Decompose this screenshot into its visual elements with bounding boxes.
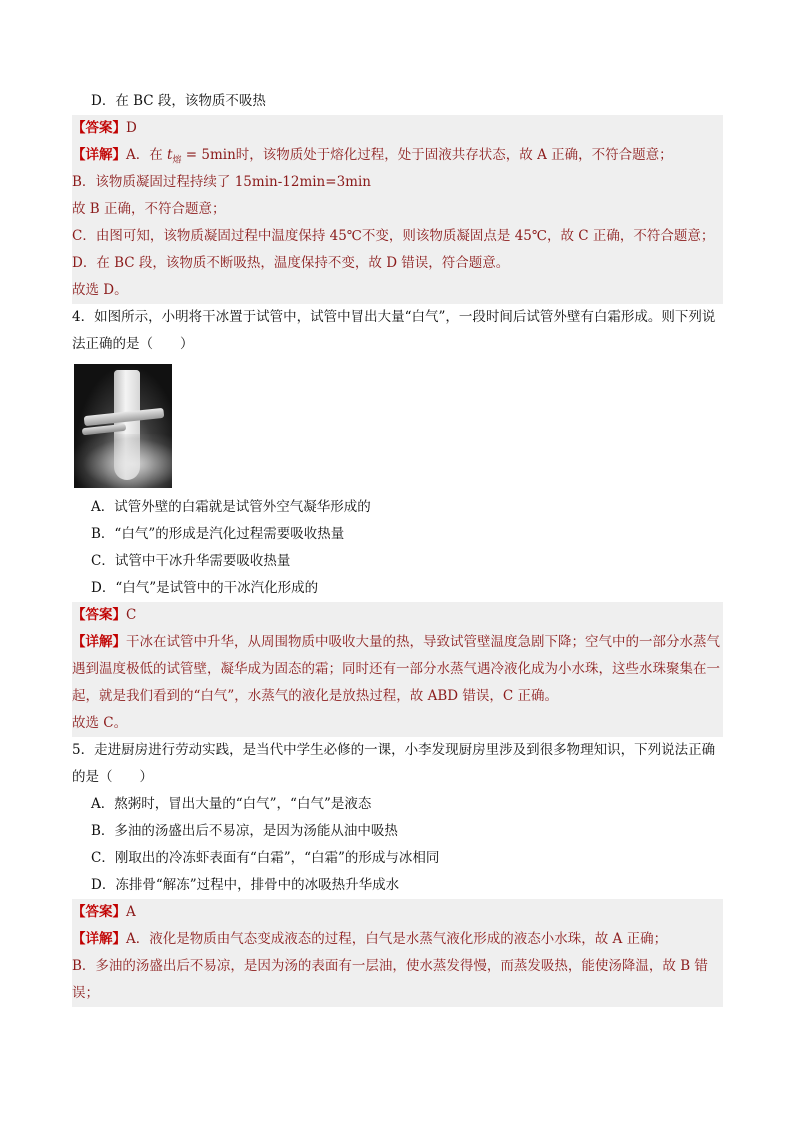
- q4-answer: [72, 602, 723, 629]
- q5-option-b: B．多油的汤盛出后不易凉，是因为汤能从油中吸热: [91, 823, 398, 839]
- q4-option-c: C．试管中干冰升华需要吸收热量: [91, 553, 291, 569]
- q3-explanation-1: 【详解】A．在 $t_熔 = 5\min$时，该物质处于熔化过程，处于固液共存状态，故 A 正确，不符合题意；: [72, 142, 723, 169]
- time-variable: t: [167, 147, 173, 163]
- q5-explanation-2: B．多油的汤盛出后不易凉，是因为汤的表面有一层油，使水蒸发得慢，而蒸发吸热，能使汤降温，故 B 错误；: [72, 953, 723, 1007]
- q5-option-a: A．熬粥时，冒出大量的“白气”，“白气”是液态: [91, 796, 372, 812]
- answer-value: D: [126, 120, 137, 136]
- q3-answer: [72, 115, 723, 142]
- explanation-tag: 【详解】: [72, 634, 126, 650]
- q5-explanation-1: 【详解】A．液化是物质由气态变成液态的过程，白气是水蒸气液化形成的液态小水珠，故 A 正确；: [72, 926, 723, 953]
- answer-tag: 【答案】: [72, 607, 126, 623]
- q3-option-d: D．在 BC 段，该物质不吸热: [91, 93, 266, 109]
- q4-explanation-1: 【详解】干冰在试管中升华，从周围物质中吸收大量的热，导致试管壁温度急剧下降；空气中的一部分水蒸气遇到温度极低的试管壁，凝华成为固态的霜；同时还有一部分水蒸气遇冷液化成为小水珠，这些水珠聚集在一起，就是我们看到的“白气”，水蒸气的液化是放热过程，故 ABD 错误，C 正确。: [72, 629, 723, 710]
- document-page: [72, 88, 723, 1007]
- time-subscript: 熔: [172, 155, 182, 166]
- test-tube-photo: [74, 364, 172, 488]
- q5-option-c: C．刚取出的冷冻虾表面有“白霜”，“白霜”的形成与冰相同: [91, 850, 440, 866]
- q3-explanation-3: 故 B 正确，不符合题意；: [72, 196, 723, 223]
- q4-option-b: B．“白气”的形成是汽化过程需要吸收热量: [91, 526, 345, 542]
- answer-value: A: [126, 904, 136, 920]
- answer-value: C: [126, 607, 137, 623]
- q3-explanation-5: D．在 BC 段，该物质不断吸热，温度保持不变，故 D 错误，符合题意。: [72, 250, 723, 277]
- q4-explanation-2: 故选 C。: [72, 710, 723, 737]
- q3-explanation-4: C．由图可知，该物质凝固过程中温度保持 45℃不变，则该物质凝固点是 45℃，故 C 正确，不符合题意；: [72, 223, 723, 250]
- q4-option-a: A．试管外壁的白霜就是试管外空气凝华形成的: [91, 499, 371, 515]
- q5-answer: [72, 899, 723, 926]
- answer-tag: 【答案】: [72, 120, 126, 136]
- q4-stem: 4．如图所示，小明将干冰置于试管中，试管中冒出大量“白气”，一段时间后试管外壁有白霜形成。则下列说法正确的是（ ）: [72, 309, 716, 352]
- answer-tag: 【答案】: [72, 904, 126, 920]
- q4-option-d: D．“白气”是试管中的干冰汽化形成的: [91, 580, 319, 596]
- q3-explanation-6: 故选 D。: [72, 277, 723, 304]
- q5-option-d: D．冻排骨“解冻”过程中，排骨中的冰吸热升华成水: [91, 877, 400, 893]
- explanation-tag: 【详解】: [72, 931, 126, 947]
- explanation-tag: 【详解】: [72, 147, 126, 163]
- q3-explanation-2: B．该物质凝固过程持续了 15min-12min=3min: [72, 169, 723, 196]
- q5-stem: 5．走进厨房进行劳动实践，是当代中学生必修的一课，小李发现厨房里涉及到很多物理知识，下列说法正确的是（ ）: [72, 742, 716, 785]
